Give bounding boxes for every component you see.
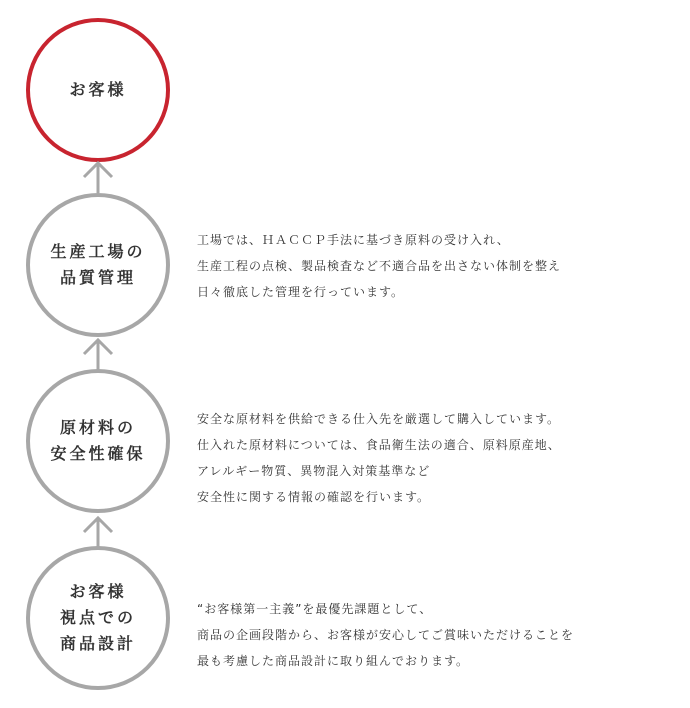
description-line: 商品の企画段階から、お客様が安心してご賞味いただけることを — [197, 628, 575, 642]
step-circle-label: 安全性確保 — [50, 444, 146, 463]
description-line: 安全性に関する情報の確認を行います。 — [197, 490, 431, 504]
step-circle-customer-design — [26, 546, 170, 690]
step-circle-label: 商品設計 — [59, 634, 136, 653]
step-circle-label: 生産工場の — [50, 242, 146, 261]
up-arrow-icon — [78, 160, 118, 194]
step-circle-label: 原材料の — [59, 418, 136, 437]
step-circle-label: 視点での — [59, 608, 136, 627]
description-line: 工場では、ＨＡＣＣＰ手法に基づき原料の受け入れ、 — [197, 233, 510, 247]
description-line: 日々徹底した管理を行っています。 — [197, 285, 405, 299]
step-circle-label: お客様 — [69, 582, 127, 601]
step-circle-material-safety — [26, 369, 170, 513]
description-line: 仕入れた原材料については、食品衛生法の適合、原料原産地、 — [197, 438, 561, 452]
step-description-factory-quality — [197, 227, 561, 305]
step-circle-factory-quality — [26, 193, 170, 337]
description-line: 生産工程の点検、製品検査など不適合品を出さない体制を整え — [197, 259, 562, 273]
step-circle-label: お客様 — [69, 80, 127, 99]
description-line: 最も考慮した商品設計に取り組んでおります。 — [197, 654, 470, 668]
step-circle-label: 品質管理 — [59, 268, 136, 287]
description-line: アレルギー物質、異物混入対策基準など — [197, 464, 431, 478]
description-line: “お客様第一主義”を最優先課題として、 — [197, 602, 433, 616]
up-arrow-icon — [78, 337, 118, 371]
step-description-customer-design — [197, 596, 574, 674]
description-line: 安全な原材料を供給できる仕入先を厳選して購入しています。 — [197, 412, 561, 426]
up-arrow-icon — [78, 515, 118, 549]
step-description-material-safety — [197, 406, 561, 510]
step-circle-customer — [26, 18, 170, 162]
